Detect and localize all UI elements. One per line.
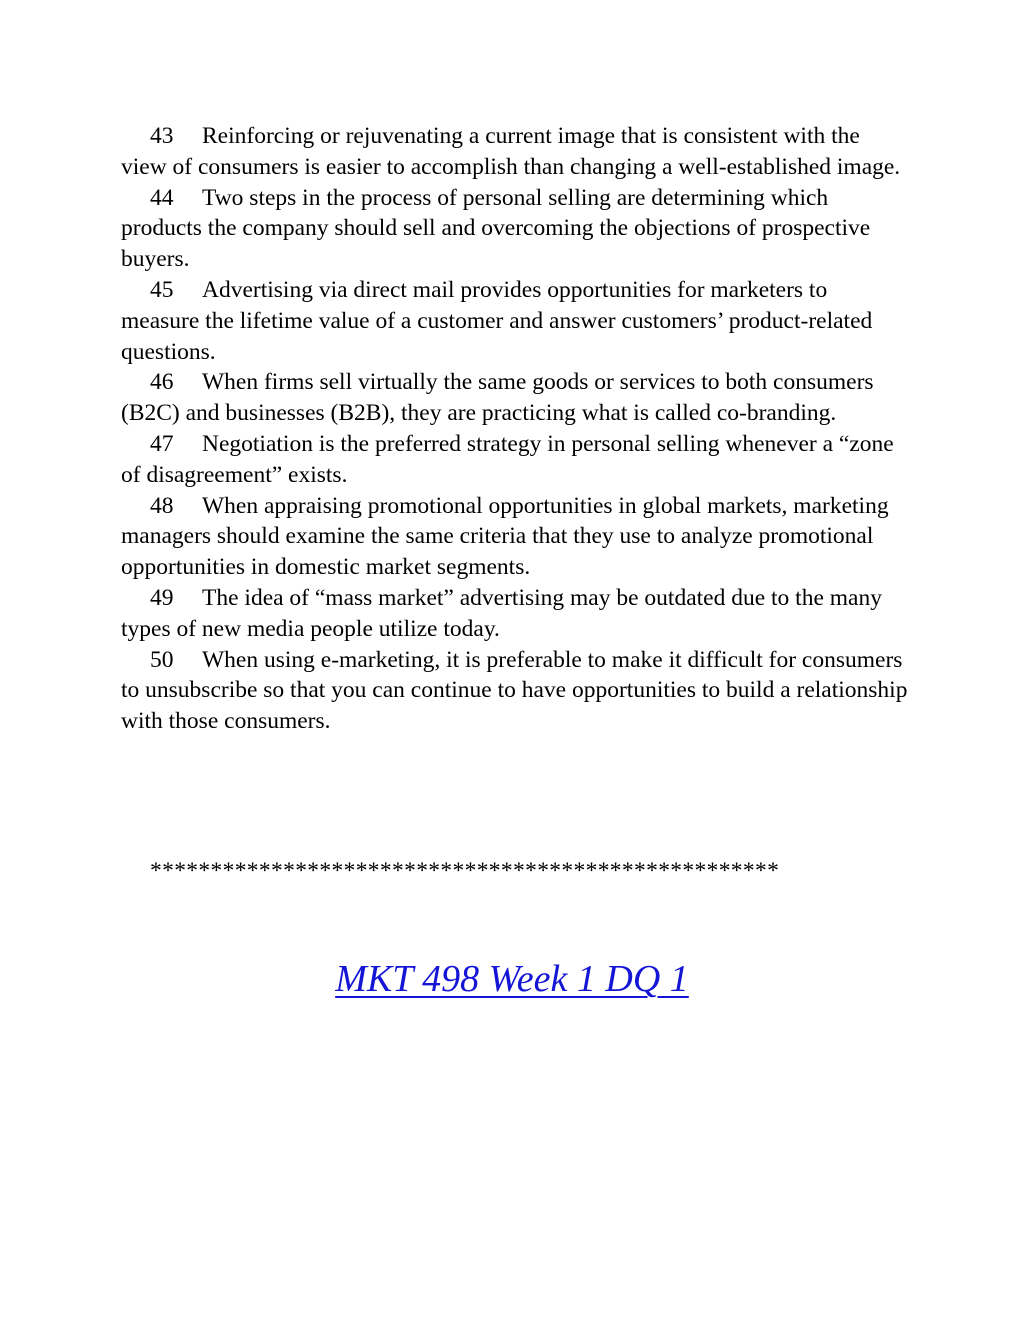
list-item [121, 491, 911, 583]
question-list [121, 121, 911, 737]
item-number: 45 [150, 276, 174, 303]
item-text: When firms sell virtually the same goods or services to both consumers (B2C) and businesses (B2B), they are practicing what is called co-branding. [121, 369, 874, 427]
item-text: The idea of “mass market” advertising may be outdated due to the many types of new media people utilize today. [121, 584, 882, 642]
item-number: 46 [150, 369, 174, 396]
item-number: 48 [150, 492, 174, 519]
list-item [121, 429, 911, 491]
item-number: 50 [150, 646, 174, 673]
item-number: 44 [150, 184, 174, 211]
list-item [121, 583, 911, 645]
asterisk-separator: **************************************************** [150, 858, 780, 884]
item-number: 49 [150, 584, 174, 611]
list-item [121, 275, 911, 367]
item-number: 43 [150, 123, 174, 149]
list-item [121, 645, 911, 737]
list-item [121, 367, 911, 429]
item-number: 47 [150, 430, 174, 457]
course-link[interactable]: MKT 498 Week 1 DQ 1 [335, 958, 689, 1000]
item-text: Two steps in the process of personal selling are determining which products the company should sell and overcoming the objections of prospective buyers. [121, 184, 871, 273]
item-text: When appraising promotional opportunities in global markets, marketing managers should examine the same criteria that they use to analyze promotional opportunities in domestic market segments. [121, 492, 889, 581]
list-item [121, 183, 911, 275]
document-page [121, 121, 911, 737]
item-text: Negotiation is the preferred strategy in personal selling whenever a “zone of disagreement” exists. [121, 430, 894, 488]
list-item [121, 121, 911, 183]
item-text: Advertising via direct mail provides opportunities for marketers to measure the lifetime value of a customer and answer customers’ product-related questions. [121, 276, 873, 365]
item-text: Reinforcing or rejuvenating a current image that is consistent with the view of consumers is easier to accomplish than changing a well-established image. [121, 123, 901, 180]
item-text: When using e-marketing, it is preferable to make it difficult for consumers to unsubscribe so that you can continue to have opportunities to build a relationship with those consumers. [121, 646, 908, 735]
